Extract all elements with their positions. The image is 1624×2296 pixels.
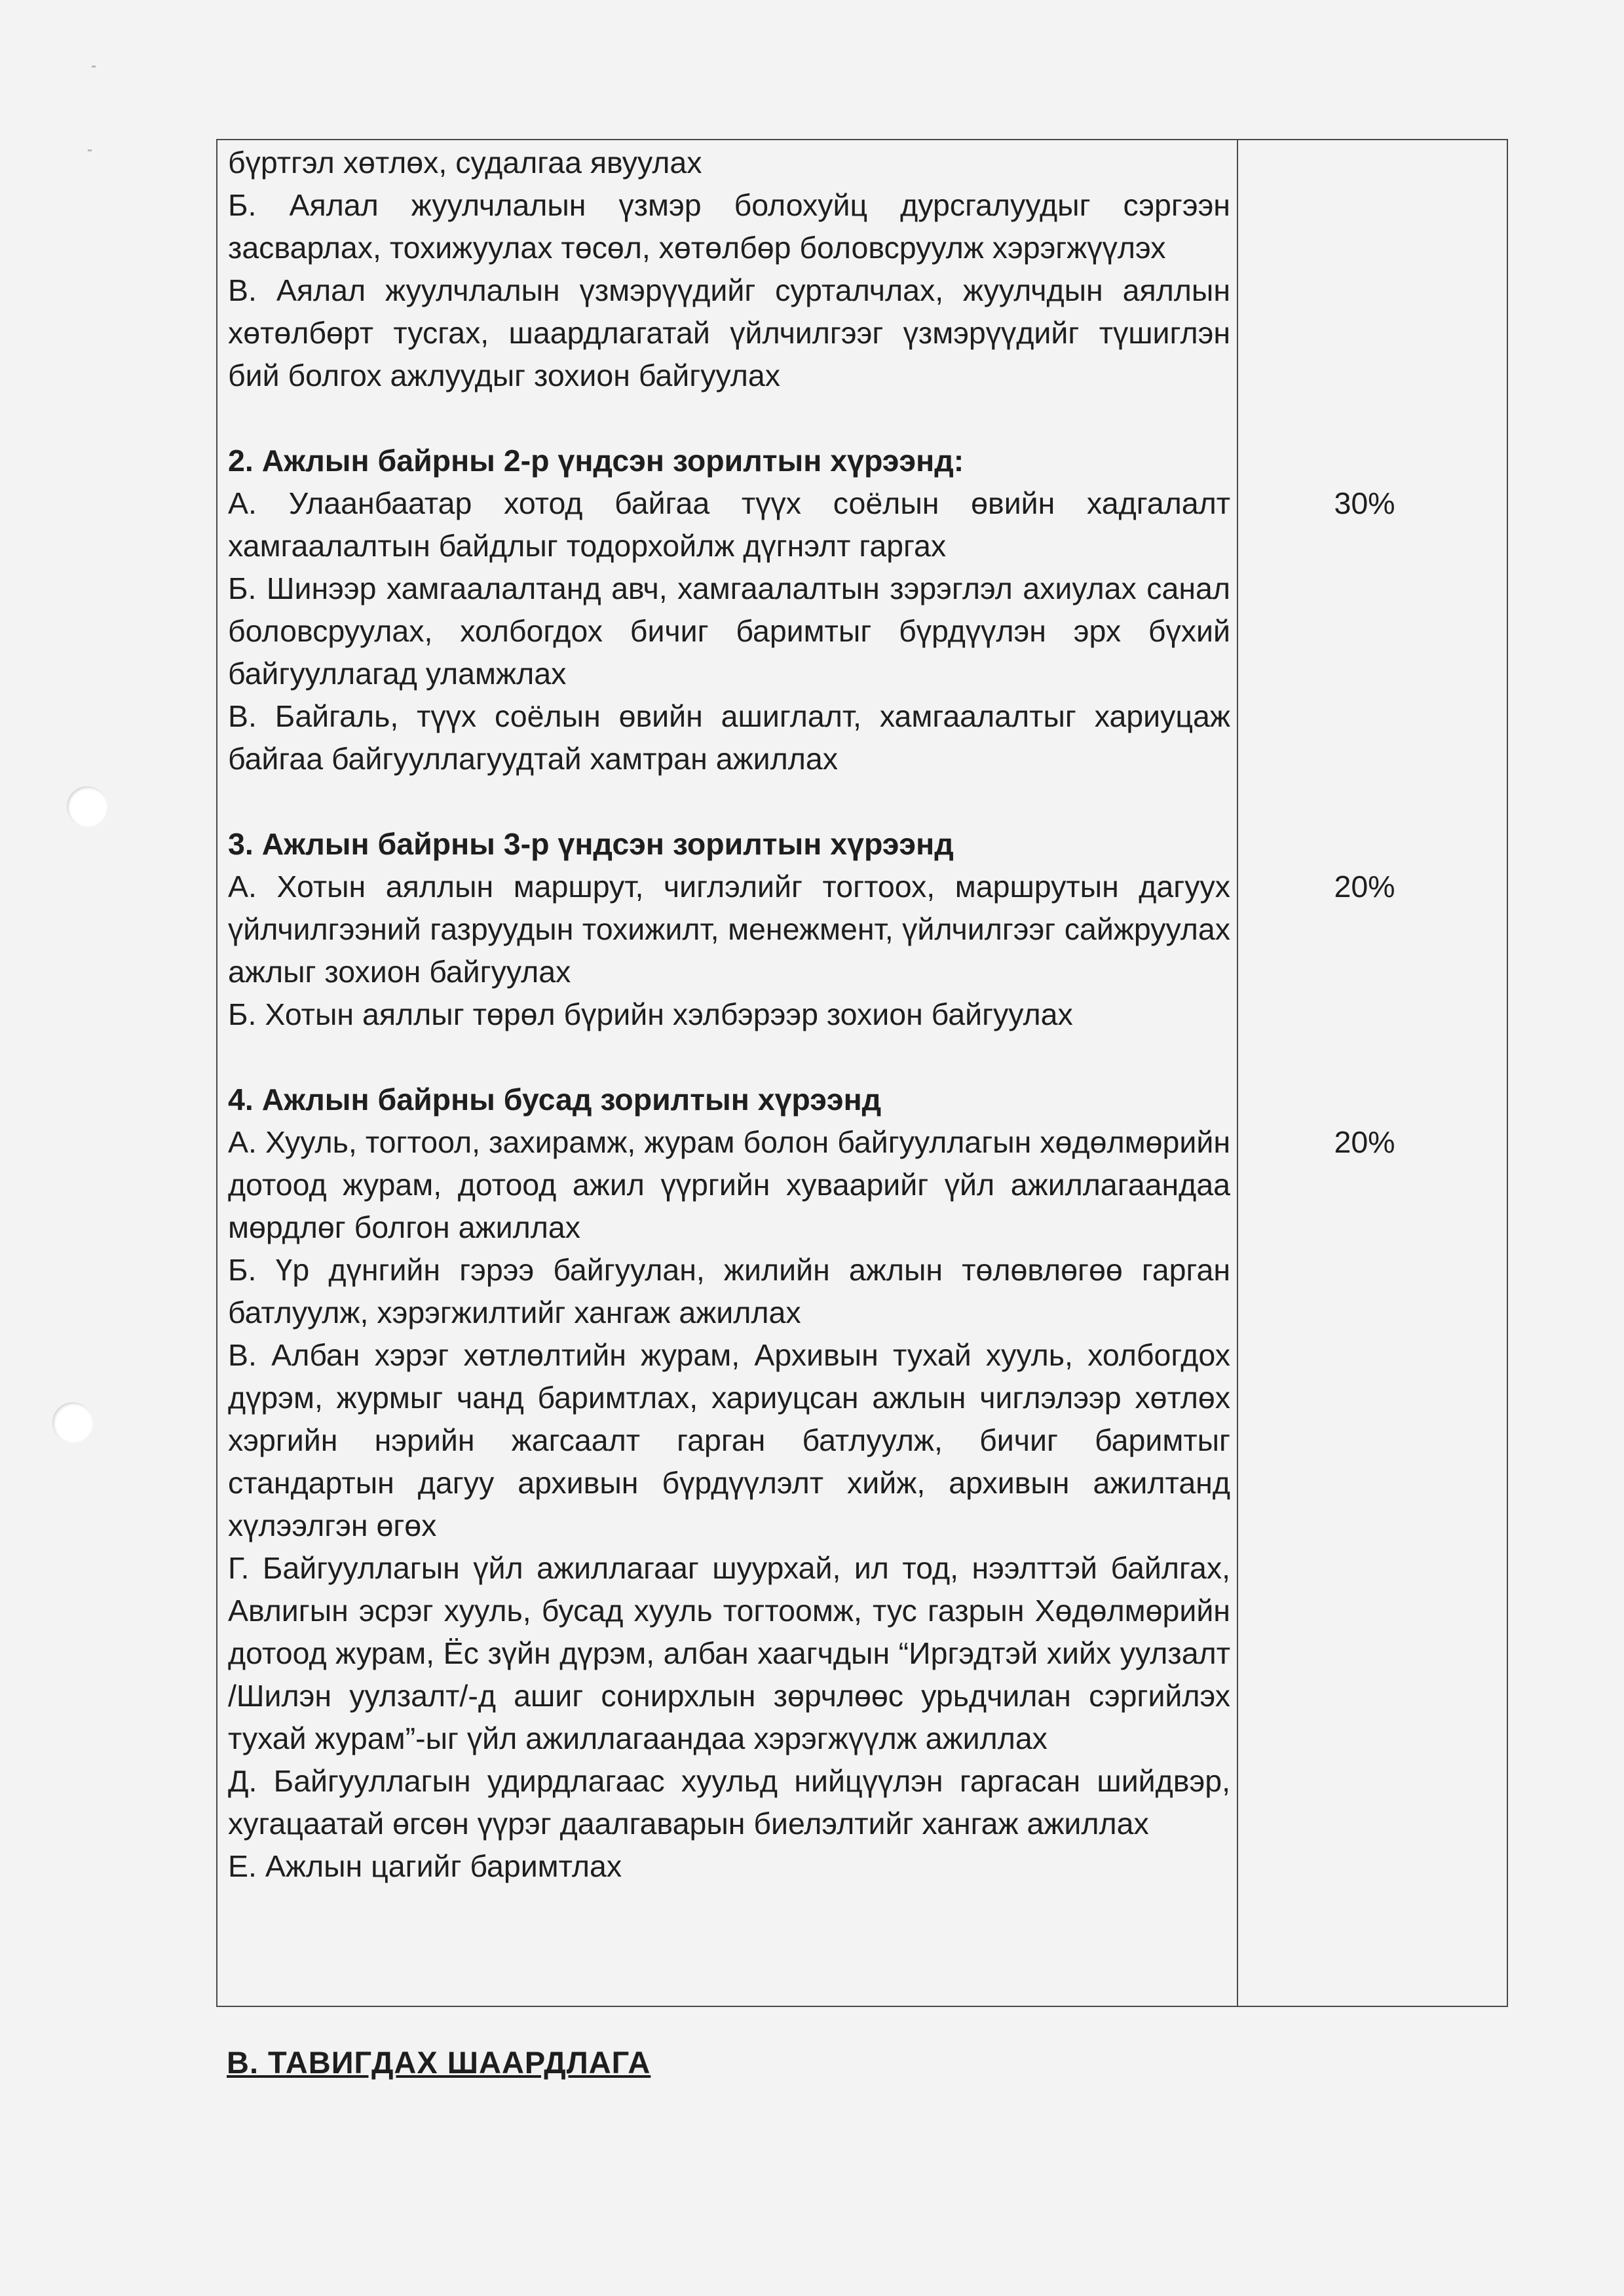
list-item: В. Албан хэрэг хөтлөлтийн журам, Архивын тухай хууль, холбогдох дүрэм, журмыг чанд баримтлах, хариуцсан ажлын чиглэлээр хөтлөх хэргийн нэрийн жагсаалт гарган батлуулж, бичиг баримтыг стандартын дагуу архивын бүрдүүлэлт хийж, архивын ажилтанд хүлээлгэн өгөх — [228, 1338, 1230, 1542]
spacer — [228, 780, 1230, 823]
list-item: Б. Үр дүнгийн гэрээ байгуулан, жилийн ажлын төлөвлөгөө гарган батлуулж, хэрэгжилтийг хангаж ажиллах — [228, 1253, 1230, 1330]
list-item: Б. Шинээр хамгаалалтанд авч, хамгаалалтын зэрэглэл ахиулах санал боловсруулах, холбогдох бичиг баримтыг бүрдүүлэн эрх бүхий байгууллагад уламжлах — [228, 571, 1230, 691]
spacer — [228, 1036, 1230, 1079]
list-item: А. Хотын аяллын маршрут, чиглэлийг тогтоох, маршрутын дагуух үйлчилгээний газруудын тохижилт, менежмент, үйлчилгээг сайжруулах ажлыг зохион байгуулах — [228, 870, 1230, 989]
list-item: Д. Байгууллагын удирдлагаас хуульд нийцүүлэн гаргасан шийдвэр, хугацаатай өгсөн үүрэг даалгаварын биелэлтийг хангаж ажиллах — [228, 1764, 1230, 1841]
section-4 — [228, 1079, 1395, 1888]
list-item: Е. Ажлын цагийг баримтлах — [228, 1849, 622, 1883]
intro-block — [228, 142, 1230, 397]
intro-item-v: В. Аялал жуулчлалын үзмэрүүдийг сурталчлах, жуулчдын аяллын хөтөлбөрт тусгах, шаардлагатай үйлчилгээг үзмэрүүдийг түшиглэн бий болгох ажлуудыг зохион байгуулах — [228, 273, 1230, 392]
section-items — [228, 1121, 1395, 1888]
section-heading: 2. Ажлын байрны 2-р үндсэн зорилтын хүрээнд: — [228, 444, 964, 478]
section-2 — [228, 440, 1395, 780]
intro-item-b: Б. Аялал жуулчлалын үзмэр болохуйц дурсгалуудыг сэргээн засварлах, тохижуулах төсөл, хөтөлбөр боловсруулж хэрэгжүүлэх — [228, 188, 1230, 265]
table-row — [217, 140, 1507, 2006]
section-percent: 20% — [1334, 870, 1395, 904]
list-item: В. Байгаль, түүх соёлын өвийн ашиглалт, хамгаалалтыг хариуцаж байгаа байгууллагуудтай хамтран ажиллах — [228, 699, 1230, 776]
percent-cell — [1237, 140, 1507, 2006]
section-heading: 3. Ажлын байрны 3-р үндсэн зорилтын хүрээнд — [228, 827, 954, 861]
section-items — [228, 866, 1395, 1036]
job-duties-table — [216, 139, 1508, 2007]
spacer — [228, 397, 1230, 440]
list-item: Г. Байгууллагын үйл ажиллагааг шуурхай, ил тод, нээлттэй байлгах, Авлигын эсрэг хууль, бусад хууль тогтоомж, тус газрын Хөдөлмөрийн дотоод журам, Ёс зүйн дүрэм, албан хаагчдын “Иргэдтэй хийх уулзалт /Шилэн уулзалт/-д ашиг сонирхлын зөрчлөөс урьдчилан сэргийлэх тухай журам”-ыг үйл ажиллагаандаа хэрэгжүүлж ажиллах — [228, 1551, 1230, 1755]
punch-hole-top — [67, 786, 107, 827]
section-items — [228, 482, 1395, 780]
list-item: Б. Хотын аяллыг төрөл бүрийн хэлбэрээр зохион байгуулах — [228, 997, 1073, 1031]
section-heading: 4. Ажлын байрны бусад зорилтын хүрээнд — [228, 1082, 882, 1117]
scan-mark — [92, 66, 96, 67]
punch-hole-bottom — [52, 1402, 93, 1443]
duties-cell — [217, 140, 1395, 2006]
section-percent: 20% — [1334, 1125, 1395, 1159]
list-item: А. Улаанбаатар хотод байгаа түүх соёлын өвийн хадгалалт хамгаалалтын байдлыг тодорхойлж дүгнэлт гаргах — [228, 486, 1230, 563]
section-title: В. ТАВИГДАХ ШААРДЛАГА — [227, 2045, 651, 2080]
list-item: А. Хууль, тогтоол, захирамж, журам болон байгууллагын хөдөлмөрийн дотоод журам, дотоод ажил үүргийн хуваарийг үйл ажиллагаандаа мөрдлөг болгон ажиллах — [228, 1125, 1230, 1244]
intro-line-0: бүртгэл хөтлөх, судалгаа явуулах — [228, 145, 702, 180]
section-3 — [228, 823, 1395, 1036]
scan-mark — [88, 149, 92, 151]
section-percent: 30% — [1334, 486, 1395, 520]
